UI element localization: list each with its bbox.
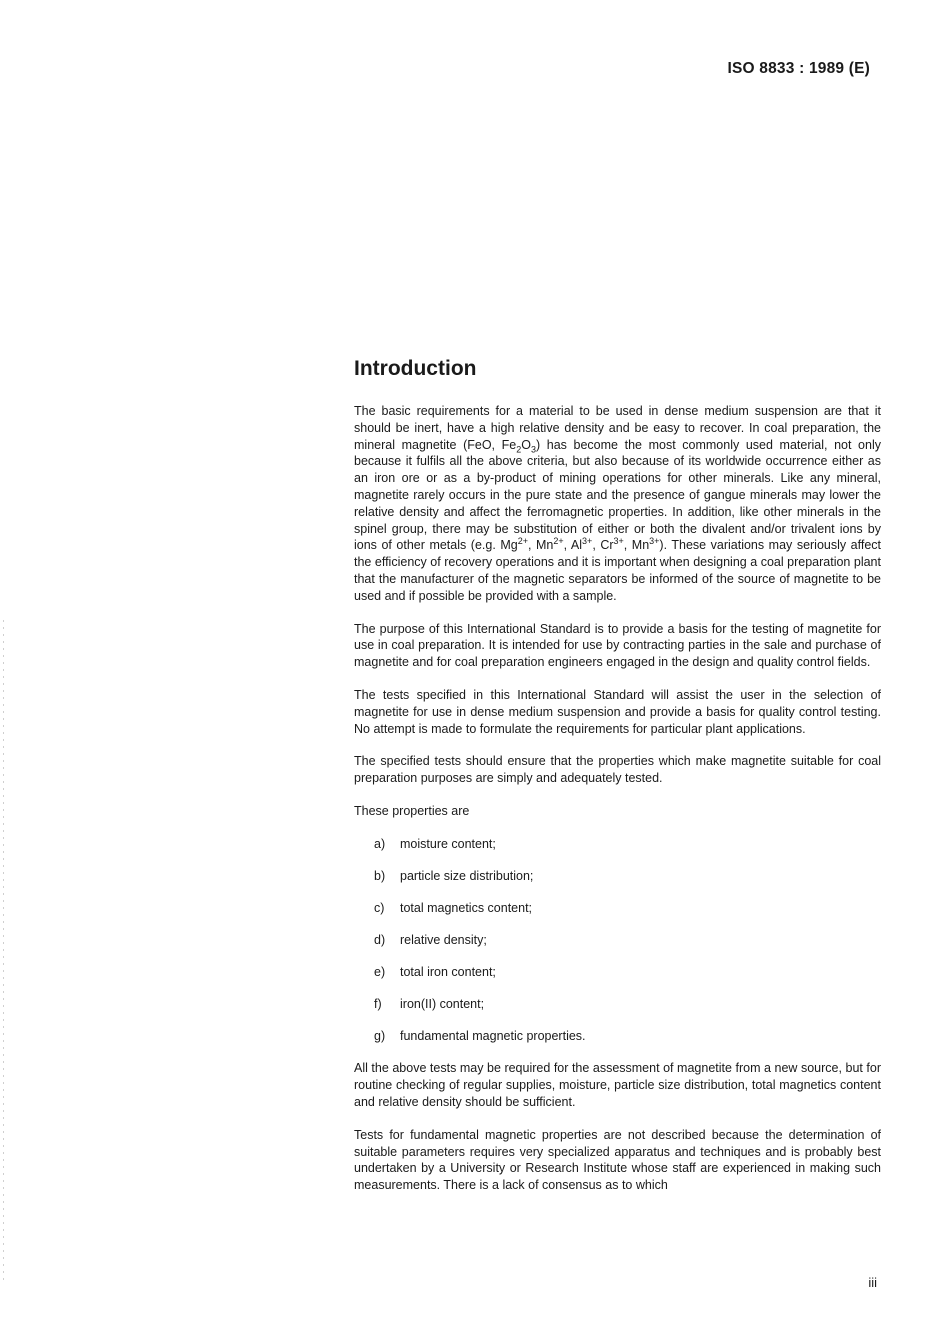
list-item: b) particle size distribution; bbox=[374, 868, 534, 883]
paragraph-properties-intro: These properties are bbox=[354, 803, 470, 818]
page-number: iii bbox=[868, 1275, 877, 1290]
paragraph-specified-tests: The specified tests should ensure that the properties which make magnetite suitable for coal preparation purposes are simply and adequately tested. bbox=[354, 754, 881, 786]
list-item: a) moisture content; bbox=[374, 836, 496, 851]
main-content bbox=[354, 355, 881, 1210]
list-item: c) total magnetics content; bbox=[374, 900, 533, 915]
standard-reference-header: ISO 8833 : 1989 (E) bbox=[727, 60, 870, 77]
paragraph-assessment: All the above tests may be required for the assessment of magnetite from a new source, but for routine checking of regular supplies, moisture, particle size distribution, total magnetics content and relative density should be sufficient. bbox=[354, 1061, 881, 1110]
paragraph-purpose: The purpose of this International Standard is to provide a basis for the testing of magnetite for use in coal preparation. It is intended for use by contracting parties in the sale and purchase of magnetite and for coal preparation engineers engaged in the design and quality control fields. bbox=[354, 621, 881, 670]
paragraph-fundamental-properties: Tests for fundamental magnetic properties are not described because the determination of suitable parameters requires very specialized apparatus and techniques and is probably best undertaken by a University or Research Institute whose staff are experienced in making such measurements. There is a lack of consensus as to which bbox=[354, 1127, 881, 1193]
paragraph-tests-specified: The tests specified in this International Standard will assist the user in the selection of magnetite for use in dense medium suspension and provide a basis for quality control testing. No attempt is made to formulate the requirements for particular plant applications. bbox=[354, 687, 881, 736]
section-title-introduction: Introduction bbox=[354, 357, 477, 380]
list-item: e) total iron content; bbox=[374, 964, 496, 979]
paragraph-basic-requirements: The basic requirements for a material to be used in dense medium suspension are that it should be inert, have a high relative density and be easy to recover. In coal preparation, the mineral magnetite (FeO, $Fe_2O_3$) has become the most commonly used material, not only because it fulfils all the above criteria, but also because of its worldwide occurrence either as an iron ore or as a by-product of mining operations for other minerals. Like any mineral, magnetite rarely occurs in the pure state and the presence of gangue minerals may lower the relative density and affect the ferromagnetic properties. In addition, like other minerals in the spinel group, there may be substitution of either or both the divalent and/or trivalent ions by ions of other metals (e.g. $Mg^{2+}$, $Mn^{2+}$, $Al^{3+}$, $Cr^{3+}$, $Mn^{3+}$). These variations may seriously affect the efficiency of recovery operations and it is important when designing a coal preparation plant that the manufacturer of the magnetic separators be informed of the source of magnetite to be used and if possible be provided with a sample. bbox=[354, 404, 882, 603]
list-item: d) relative density; bbox=[374, 932, 487, 947]
list-item: g) fundamental magnetic properties. bbox=[374, 1028, 586, 1043]
properties-list bbox=[354, 836, 881, 1045]
scan-edge-mark bbox=[3, 620, 4, 1280]
list-item: f) iron(II) content; bbox=[374, 996, 485, 1011]
